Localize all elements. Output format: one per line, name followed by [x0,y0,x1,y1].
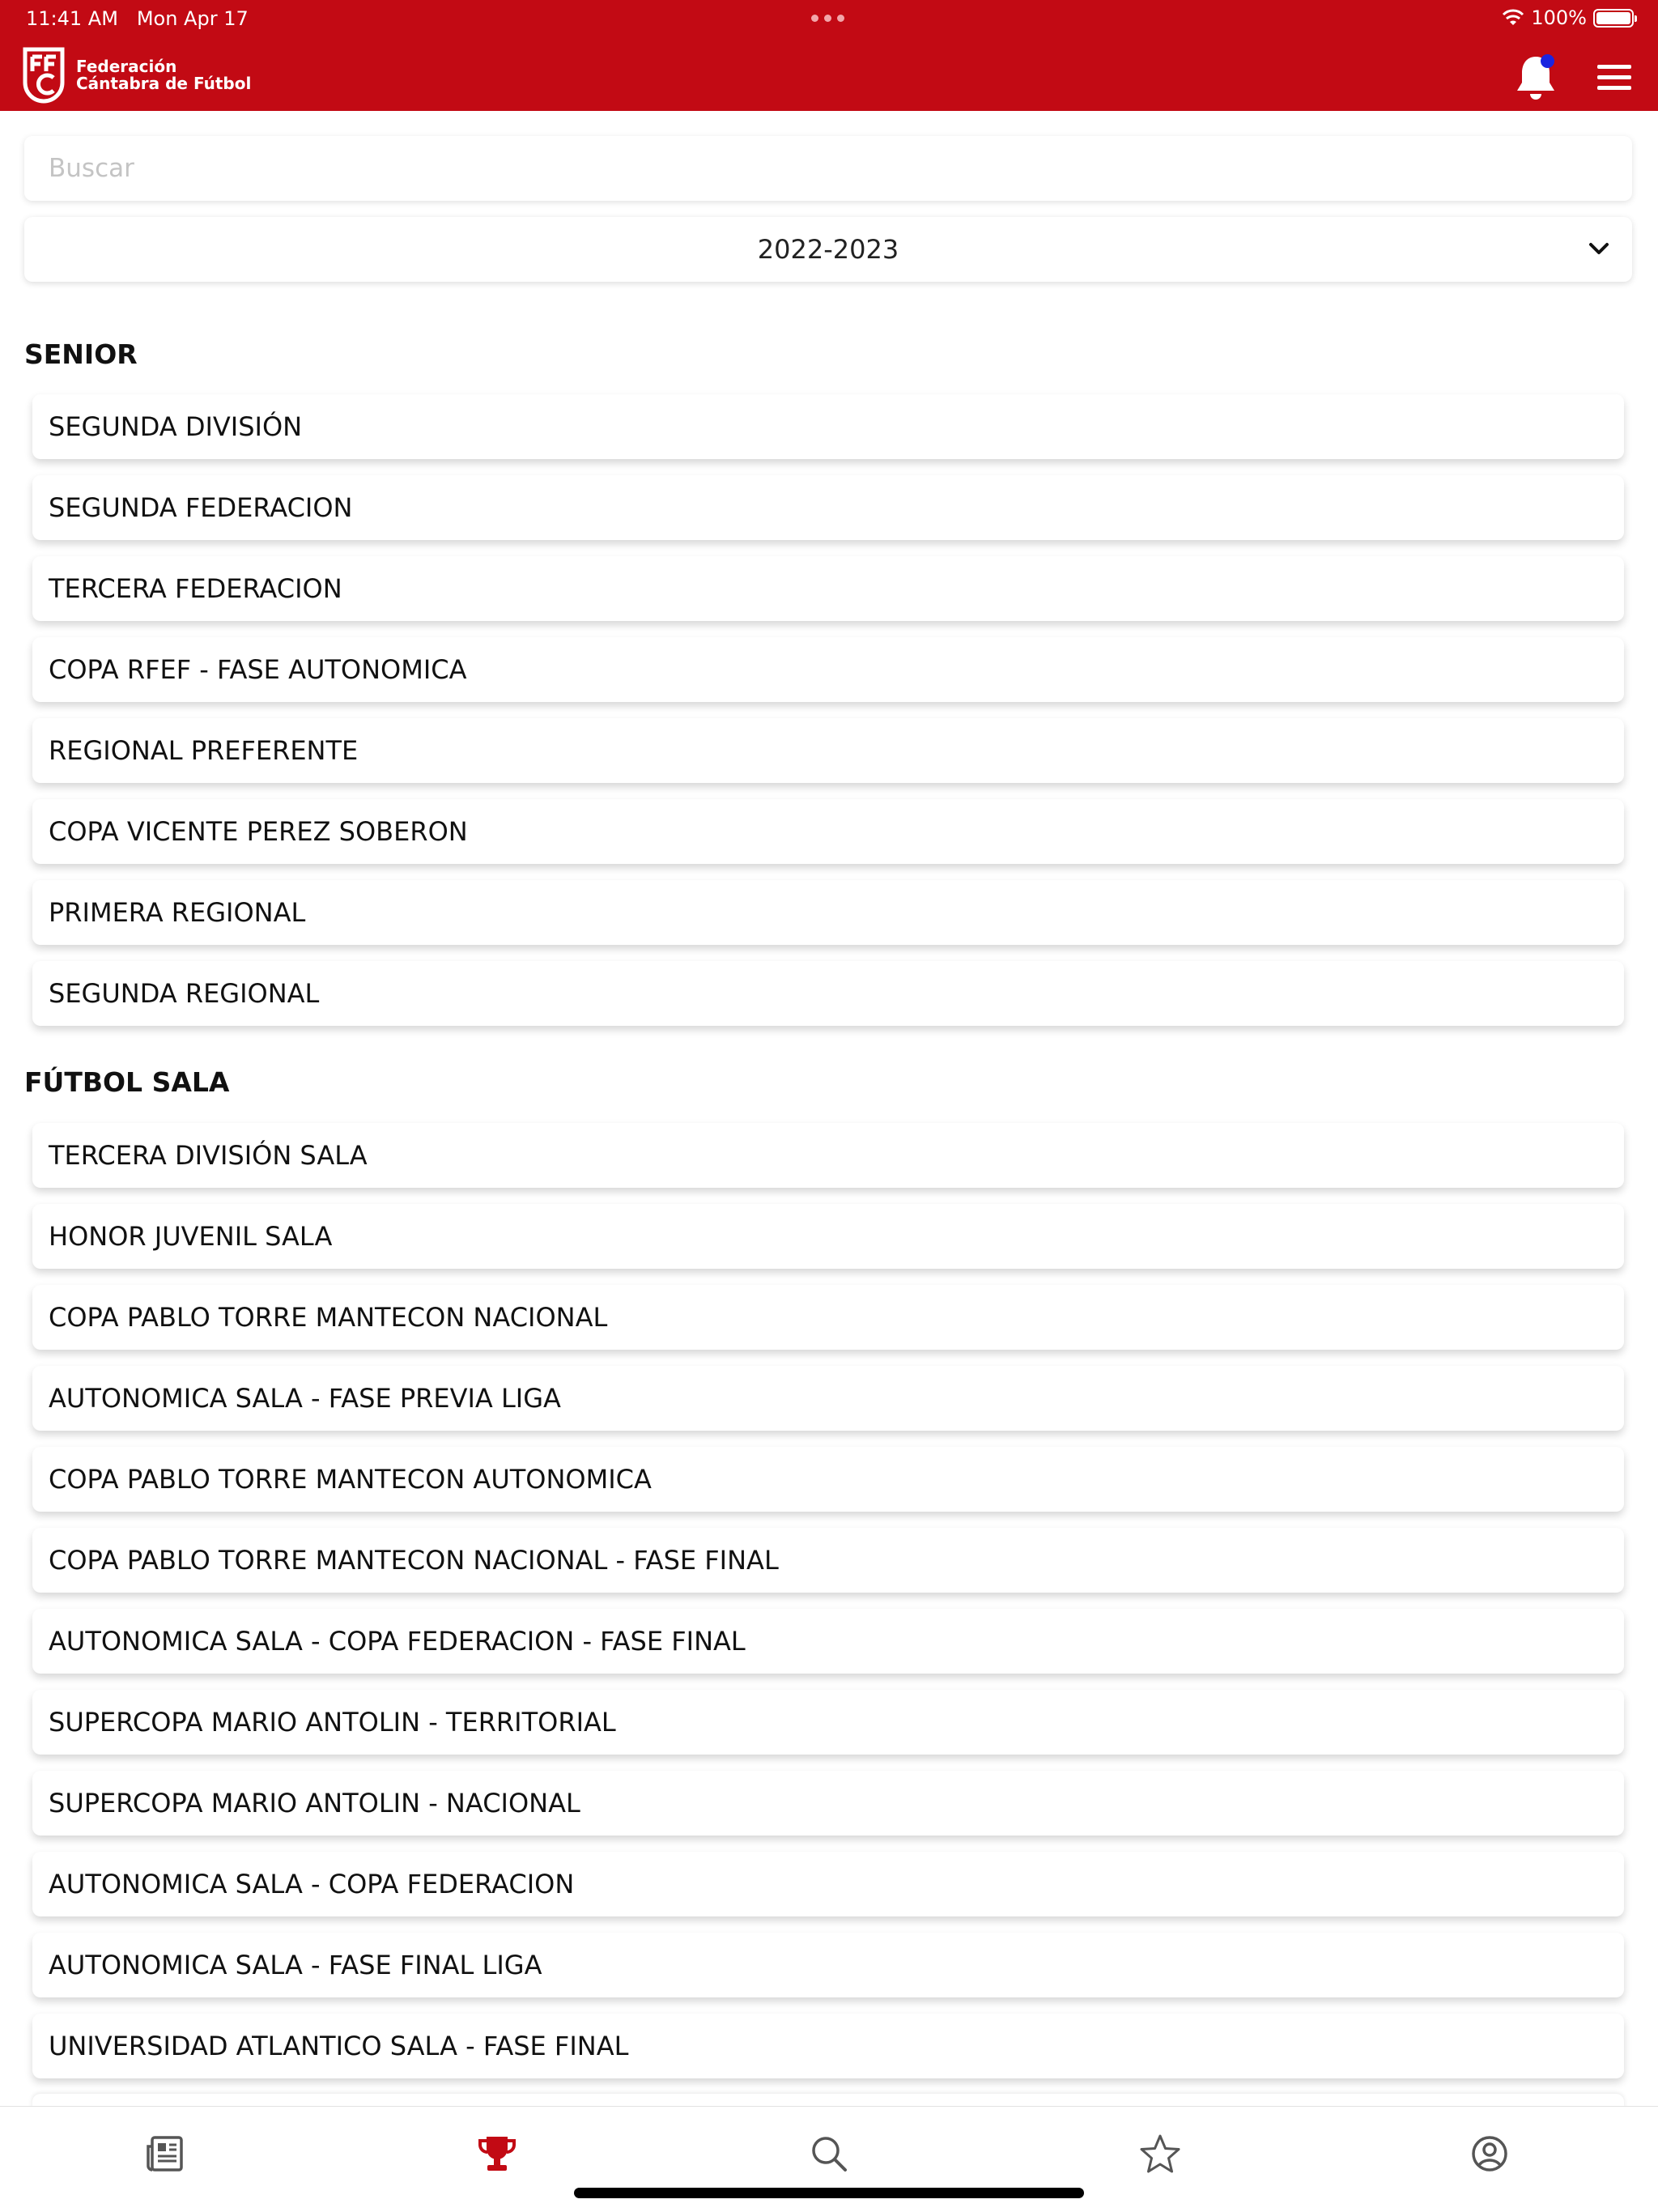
competition-item[interactable]: AUTONOMICA SALA - COPA FEDERACION [32,1852,1624,1916]
tab-news[interactable] [142,2131,188,2176]
tab-favorites[interactable] [1137,2131,1183,2176]
competition-item[interactable]: TERCERA DIVISIÓN SALA [32,1123,1624,1188]
notification-badge-dot [1541,54,1554,68]
competition-item[interactable]: SEGUNDA REGIONAL [32,961,1624,1026]
competition-item[interactable]: SUPERCOPA MARIO ANTOLIN - NACIONAL [32,1771,1624,1836]
season-select[interactable] [24,217,1632,282]
status-date: Mon Apr 17 [136,7,249,30]
federation-logo[interactable] [23,47,251,104]
competition-item[interactable]: COPA PABLO TORRE MANTECON NACIONAL - FASE FINAL [32,1528,1624,1593]
chevron-down-icon [1588,240,1609,257]
trophy-icon [477,2134,517,2173]
section-title-senior: SENIOR [24,338,138,370]
competition-item[interactable]: AUTONOMICA SALA - FASE PREVIA LIGA [32,1366,1624,1431]
battery-percent: 100% [1531,6,1587,29]
competition-item[interactable]: COPA PABLO TORRE MANTECON NACIONAL [32,1285,1624,1350]
profile-icon [1471,2135,1508,2172]
competition-item[interactable]: AUTONOMICA SALA - COPA FEDERACION - FASE FINAL [32,1609,1624,1674]
ffc-logo-icon [23,47,65,104]
section-title-futbol-sala: FÚTBOL SALA [24,1066,230,1098]
logo-line-1: Federación [76,57,177,76]
season-selected-value: 2022-2023 [757,234,899,265]
status-bar-time [26,7,249,30]
competition-item[interactable]: PRIMERA REGIONAL [32,880,1624,945]
competition-item[interactable]: SEGUNDA DIVISIÓN [32,394,1624,459]
tab-competitions[interactable] [474,2131,520,2176]
competition-item[interactable]: TERCERA FEDERACION [32,556,1624,621]
competition-item[interactable]: COPA PABLO TORRE MANTECON AUTONOMICA [32,1447,1624,1512]
competition-item[interactable]: REGIONAL PREFERENTE [32,718,1624,783]
newspaper-icon [146,2135,185,2172]
star-icon [1139,2133,1181,2174]
wifi-icon [1502,9,1524,27]
status-bar-right [1502,6,1634,29]
competition-item[interactable]: COPA RFEF - FASE AUTONOMICA [32,637,1624,702]
search-icon [810,2135,848,2172]
competition-item[interactable]: COPA VICENTE PEREZ SOBERON [32,799,1624,864]
search-input[interactable] [49,154,1632,183]
tab-search[interactable] [806,2131,852,2176]
tab-profile[interactable] [1467,2131,1512,2176]
hamburger-menu-icon[interactable] [1597,63,1631,91]
competition-item[interactable]: AUTONOMICA SALA - FASE FINAL LIGA [32,1933,1624,1997]
logo-line-2: Cántabra de Fútbol [76,74,252,93]
competition-item[interactable]: SEGUNDA FEDERACION [32,475,1624,540]
competition-item[interactable]: UNIVERSIDAD ATLANTICO SALA - FASE FINAL [32,2014,1624,2078]
search-bar[interactable] [24,136,1632,201]
competition-item[interactable]: HONOR JUVENIL SALA [32,1204,1624,1269]
competition-item[interactable]: SUPERCOPA MARIO ANTOLIN - TERRITORIAL [32,1690,1624,1755]
home-indicator[interactable] [574,2188,1084,2198]
competition-list-futbol-sala [32,1123,1624,2095]
logo-text [76,58,251,92]
app-header [0,0,1658,111]
multitasking-dots-icon[interactable] [811,15,844,22]
status-time: 11:41 AM [26,7,118,30]
competition-list-senior [32,394,1624,1042]
battery-icon [1593,9,1634,28]
